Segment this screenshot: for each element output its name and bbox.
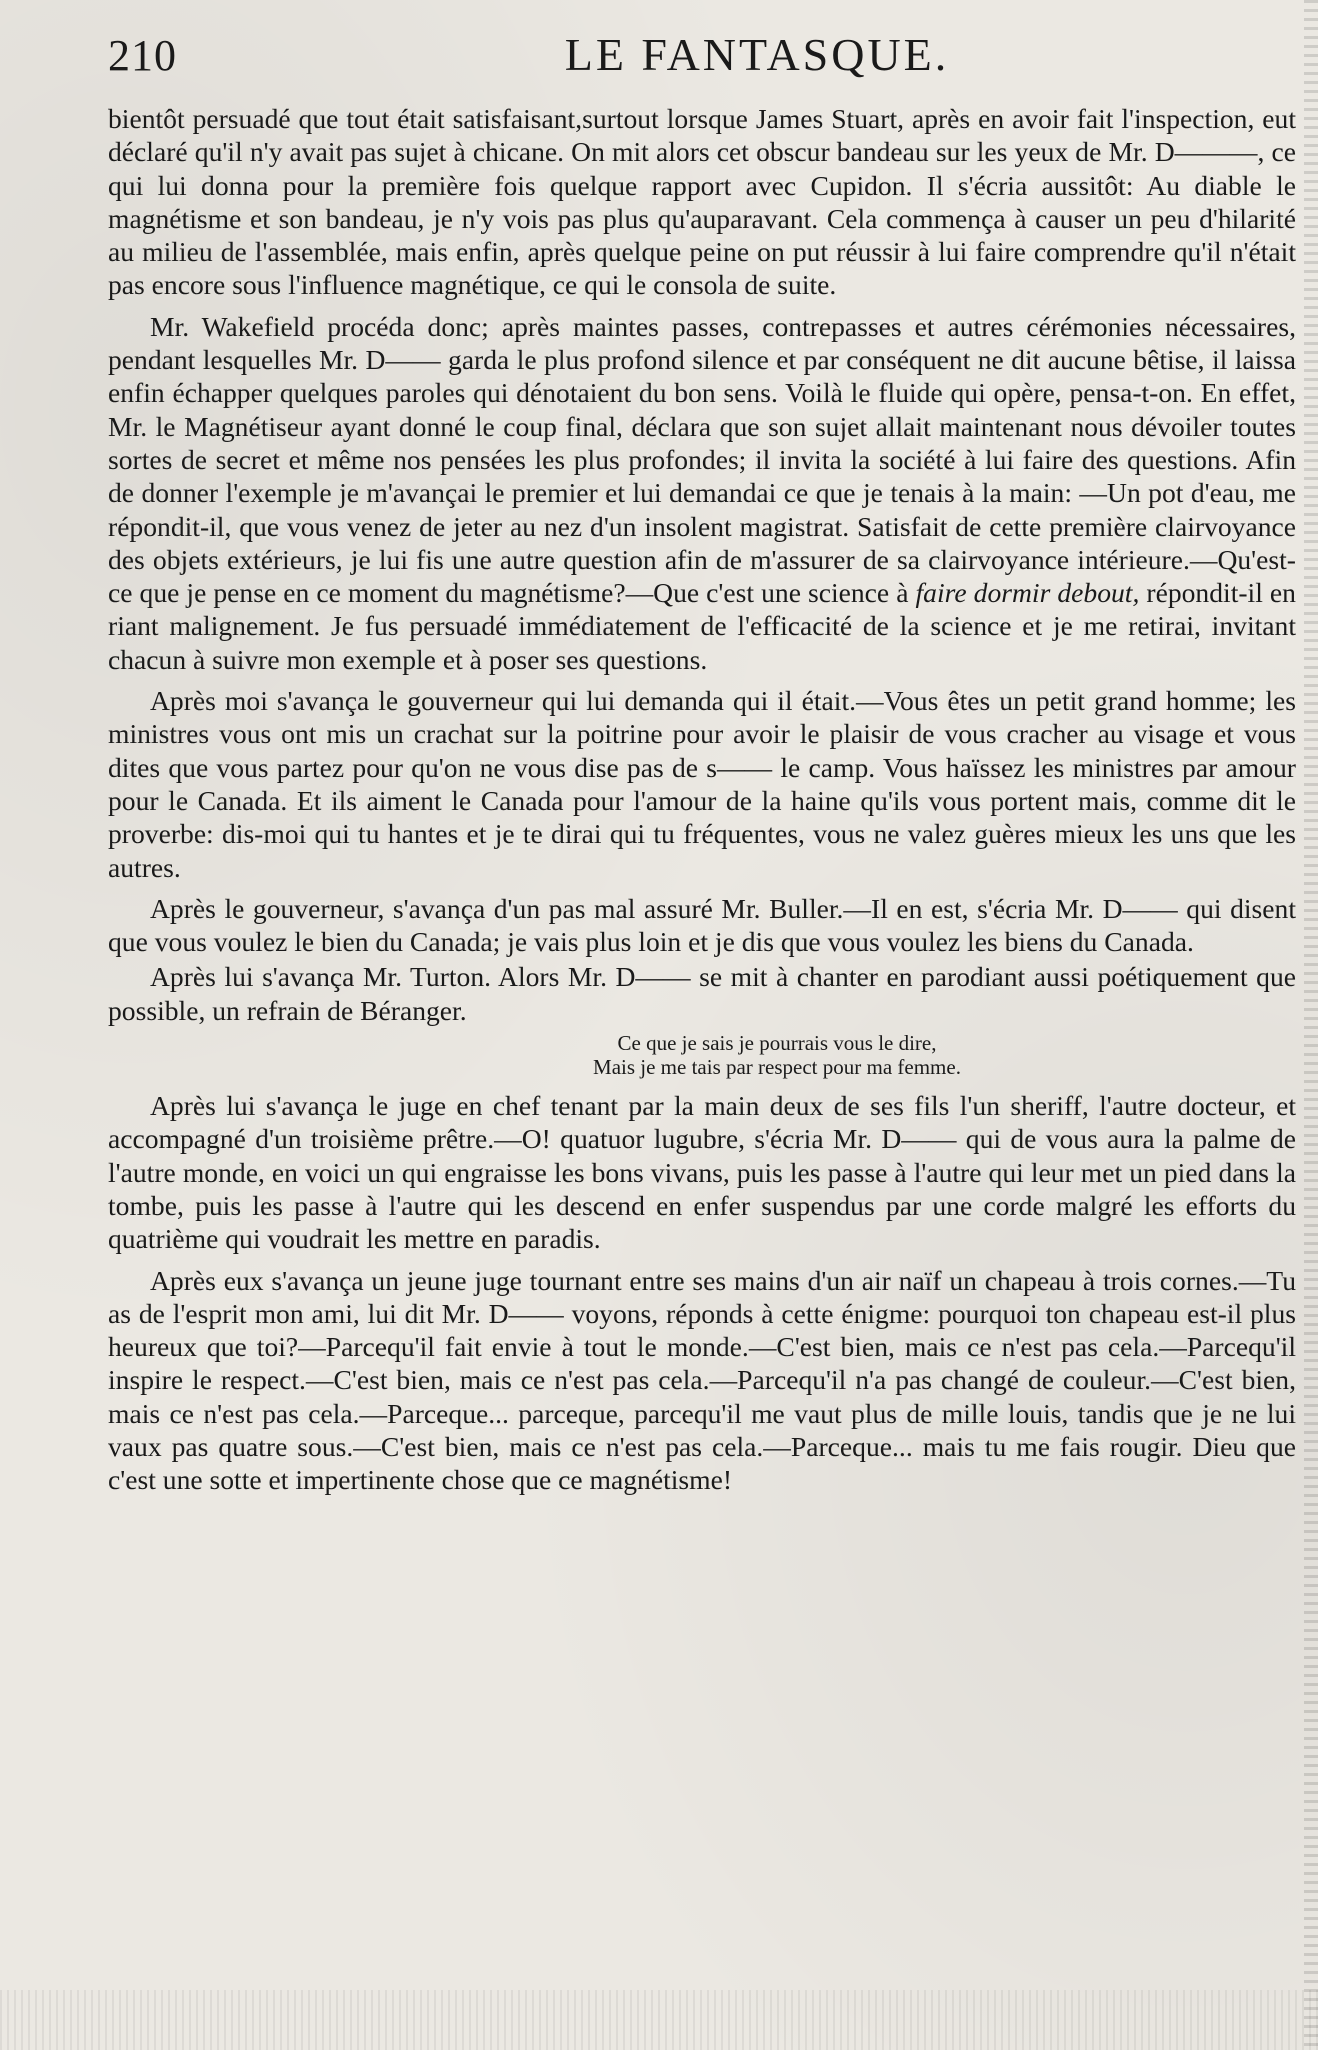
verse-quote bbox=[258, 1031, 1296, 1079]
paragraph: Après le gouverneur, s'avança d'un pas mal assuré Mr. Buller.—Il en est, s'écria Mr. D—— qui disent que vous voulez le bien du Canada; je vais plus loin et je dis que vous voulez les biens du Canada. bbox=[108, 892, 1296, 958]
paragraph-text: à bbox=[896, 577, 916, 609]
page-header bbox=[108, 22, 1296, 92]
paragraph: Après eux s'avança un jeune juge tournant entre ses mains d'un air naïf un chapeau à trois cornes.—Tu as de l'esprit mon ami, lui dit Mr. D—— voyons, réponds à cette énigme: pourquoi ton chapeau est-il plus heureux que toi?—Parcequ'il fait envie à tout le monde.—C'est bien, mais ce n'est pas cela.—Parcequ'il inspire le respect.—C'est bien, mais ce n'est pas cela.—Parcequ'il n'a pas changé de couleur.—C'est bien, mais ce n'est pas cela.—Parceque... parceque, parcequ'il me vaut plus de mille louis, tandis que je ne lui vaux pas quatre sous.—C'est bien, mais ce n'est pas cela.—Parceque... mais tu me fais rougir. Dieu que c'est une sotte et impertinente chose que ce magnétisme! bbox=[108, 1264, 1296, 1496]
italic-phrase: faire dormir debout, bbox=[915, 577, 1140, 609]
verse-line: Mais je me tais par respect pour ma femme. bbox=[593, 1055, 961, 1080]
paragraph: Après moi s'avança le gouverneur qui lui demanda qui il était.—Vous êtes un petit grand homme; les ministres vous ont mis un crachat sur la poitrine pour avoir le plaisir de vous cracher au visage et vous dites que vous partez pour qu'on ne vous dise pas de s—— le camp. Vous haïssez les ministres par amour pour le Canada. Et ils aiment le Canada pour l'amour de la haine qu'ils vous portent mais, comme dit le proverbe: dis-moi qui tu hantes et je te dirai qui tu fréquentes, vous ne valez guères mieux les uns que les autres. bbox=[108, 685, 1296, 883]
verse-line: Ce que je sais je pourrais vous le dire, bbox=[617, 1031, 937, 1056]
scan-edge-noise bbox=[1304, 0, 1318, 2050]
paragraph bbox=[108, 310, 1296, 676]
running-title: LE FANTASQUE. bbox=[564, 29, 950, 80]
paragraph-text: Mr. Wakefield procéda donc; après maintes passes, contrepasses et autres cérémonies nécessaires, pendant lesquelles Mr. D—— garda le plus profond silence et par conséquent ne dit aucune bêtise, il laissa enfin échapper quelques paroles qui dénotaient du bon sens. Voilà le fluide qui opère, pensa-t-on. En effet, Mr. le Magnétiseur ayant donné le coup final, déclara que son sujet allait maintenant nous dévoiler toutes sortes de secret et même nos pensées les plus profondes; il invita la société à lui faire des questions. Afin de donner l'exemple je m'avançai le premier et lui demandai ce que je tenais à la main: —Un pot d'eau, me répondit-il, que vous venez de jeter au nez d'un insolent magistrat. Satisfait de cette première clairvoyance des objets extérieurs, je lui fis une autre question afin de m'assurer de sa clairvoyance intérieure.—Qu'est-ce que je pense en ce moment du magnétisme?—Que c'est une science bbox=[108, 310, 1296, 609]
paragraph-text: répondit-il en riant malignement. Je fus persuadé immédiatement de l'efficacité de la science et je me retirai, invitant chacun à suivre mon exemple et à poser ses questions. bbox=[108, 577, 1296, 675]
article-body bbox=[108, 102, 1296, 1497]
page-number: 210 bbox=[108, 31, 177, 80]
paragraph: bientôt persuadé que tout était satisfaisant,surtout lorsque James Stuart, après en avoir fait l'inspection, eut déclaré qu'il n'y avait pas sujet à chicane. On mit alors cet obscur bandeau sur les yeux de Mr. D———, ce qui lui donna pour la première fois quelque rapport avec Cupidon. Il s'écria aussitôt: Au diable le magnétisme et son bandeau, je n'y vois pas plus qu'auparavant. Cela commença à causer un peu d'hilarité au milieu de l'assemblée, mais enfin, après quelque peine on put réussir à lui faire comprendre qu'il n'était pas encore sous l'influence magnétique, ce qui le consola de suite. bbox=[108, 103, 1296, 301]
paragraph: Après lui s'avança le juge en chef tenant par la main deux de ses fils l'un sheriff, l'autre docteur, et accompagné d'un troisième prêtre.—O! quatuor lugubre, s'écria Mr. D—— qui de vous aura la palme de l'autre monde, en voici un qui engraisse les bons vivans, puis les passe à l'autre qui leur met un pied dans la tombe, puis les passe à l'autre qui les descend en enfer suspendus par une corde malgré les efforts du quatrième qui voudrait les mettre en paradis. bbox=[108, 1090, 1296, 1255]
paragraph: Après lui s'avança Mr. Turton. Alors Mr. D—— se mit à chanter en parodiant aussi poétiquement que possible, un refrain de Béranger. bbox=[108, 961, 1296, 1026]
scan-bottom-noise bbox=[0, 1990, 1318, 2050]
